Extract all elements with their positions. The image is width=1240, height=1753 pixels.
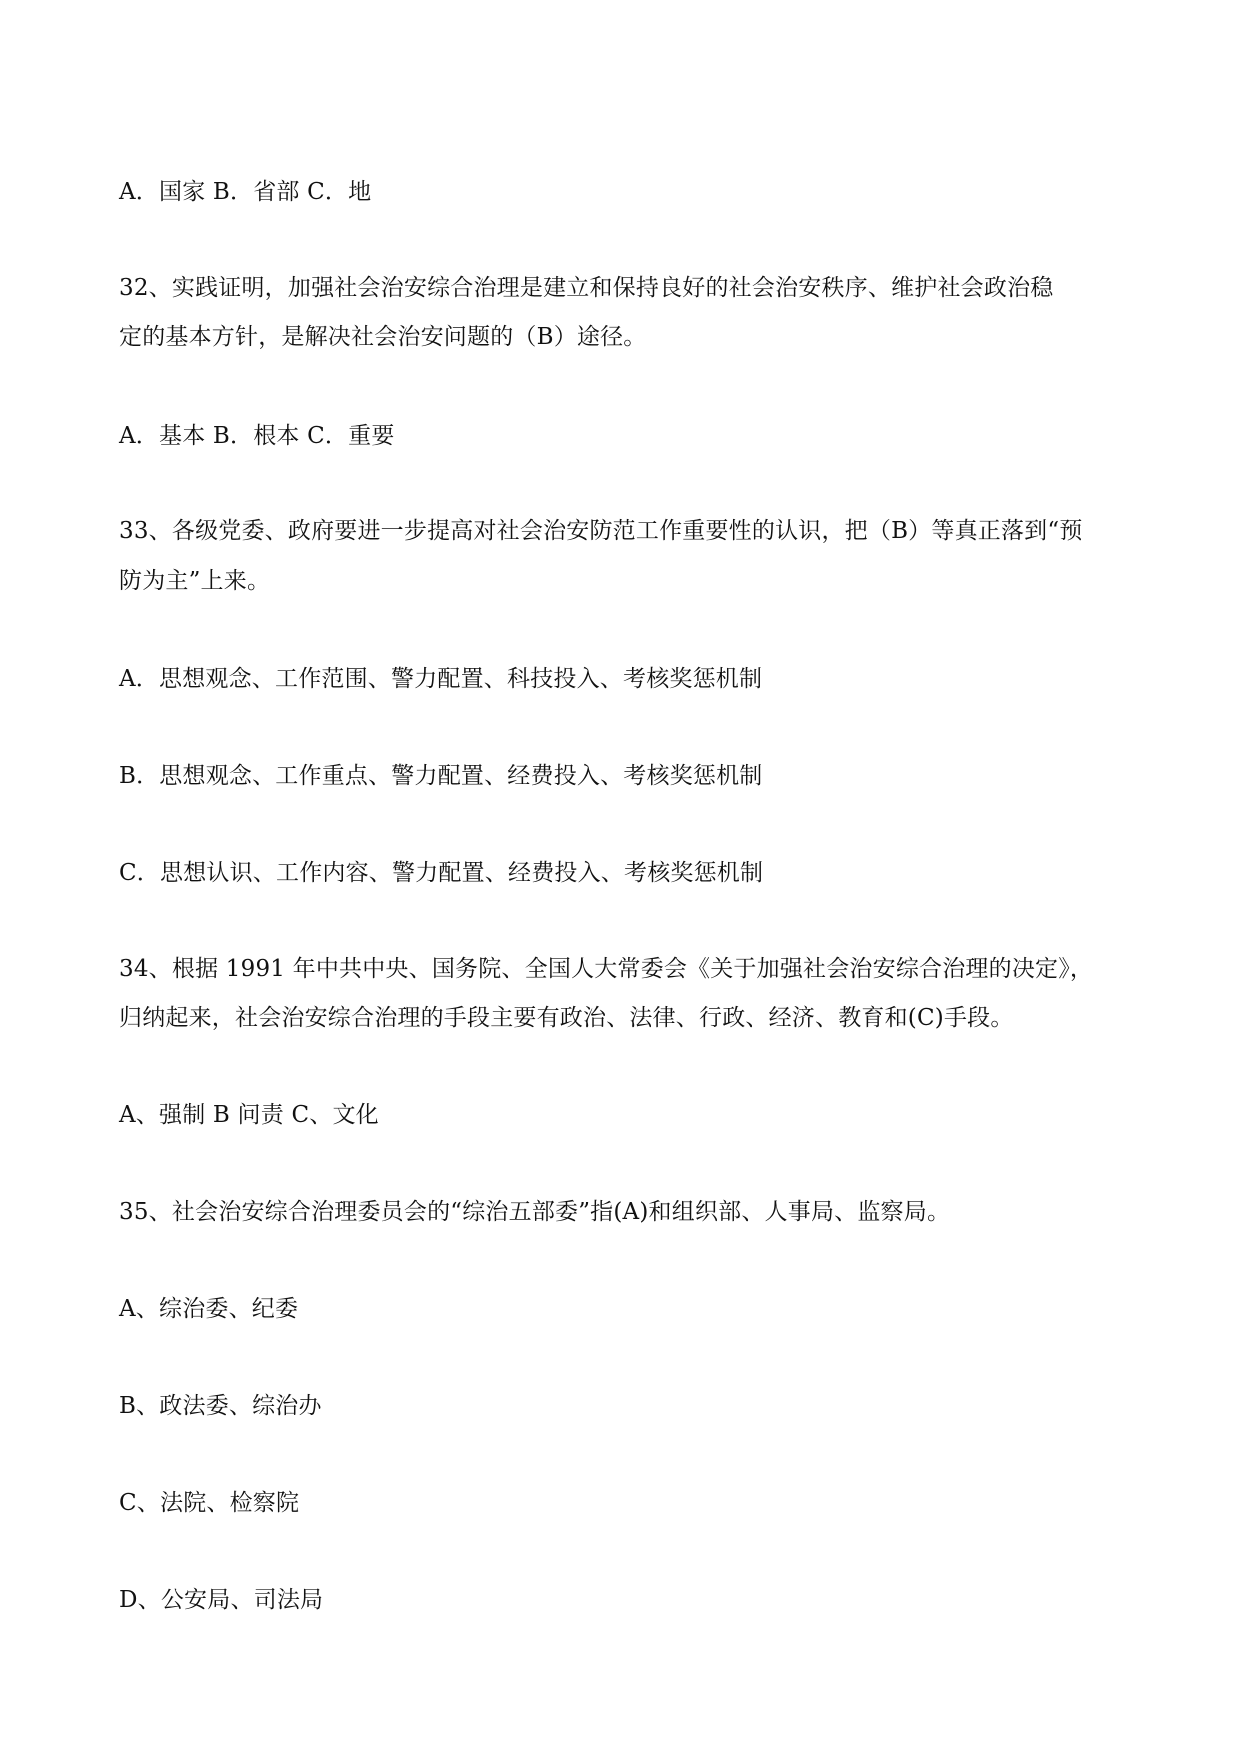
q32-text-line-2: 定的基本方针，是解决社会治安问题的（B）途径。 bbox=[119, 324, 647, 350]
q31-options: A．国家 B．省部 C．地 bbox=[119, 179, 372, 205]
q32-options: A．基本 B．根本 C．重要 bbox=[119, 423, 395, 449]
q33-text-line-1: 33、各级党委、政府要进一步提高对社会治安防范工作重要性的认识，把（B）等真正落到“预 bbox=[119, 518, 1083, 544]
q35-option-d: D、公安局、司法局 bbox=[119, 1587, 324, 1613]
q32-text-line-1: 32、实践证明，加强社会治安综合治理是建立和保持良好的社会治安秩序、维护社会政治稳 bbox=[119, 275, 1054, 301]
q33-option-a: A．思想观念、工作范围、警力配置、科技投入、考核奖惩机制 bbox=[119, 666, 763, 692]
q34-text-line-1: 34、根据 1991 年中共中央、国务院、全国人大常委会《关于加强社会治安综合治理的决定》， bbox=[119, 956, 1094, 982]
q34-options: A、强制 B 问责 C、文化 bbox=[119, 1102, 379, 1128]
q35-option-c: C、法院、检察院 bbox=[119, 1490, 300, 1516]
q33-text-line-2: 防为主”上来。 bbox=[119, 568, 271, 594]
q33-option-b: B．思想观念、工作重点、警力配置、经费投入、考核奖惩机制 bbox=[119, 763, 763, 789]
q35-option-a: A、综治委、纪委 bbox=[119, 1296, 299, 1322]
q34-text-line-2: 归纳起来，社会治安综合治理的手段主要有政治、法律、行政、经济、教育和(C)手段。 bbox=[119, 1005, 1014, 1031]
q35-text: 35、社会治安综合治理委员会的“综治五部委”指(A)和组织部、人事局、监察局。 bbox=[119, 1199, 951, 1225]
q33-option-c: C．思想认识、工作内容、警力配置、经费投入、考核奖惩机制 bbox=[119, 860, 764, 886]
q35-option-b: B、政法委、综治办 bbox=[119, 1393, 322, 1419]
